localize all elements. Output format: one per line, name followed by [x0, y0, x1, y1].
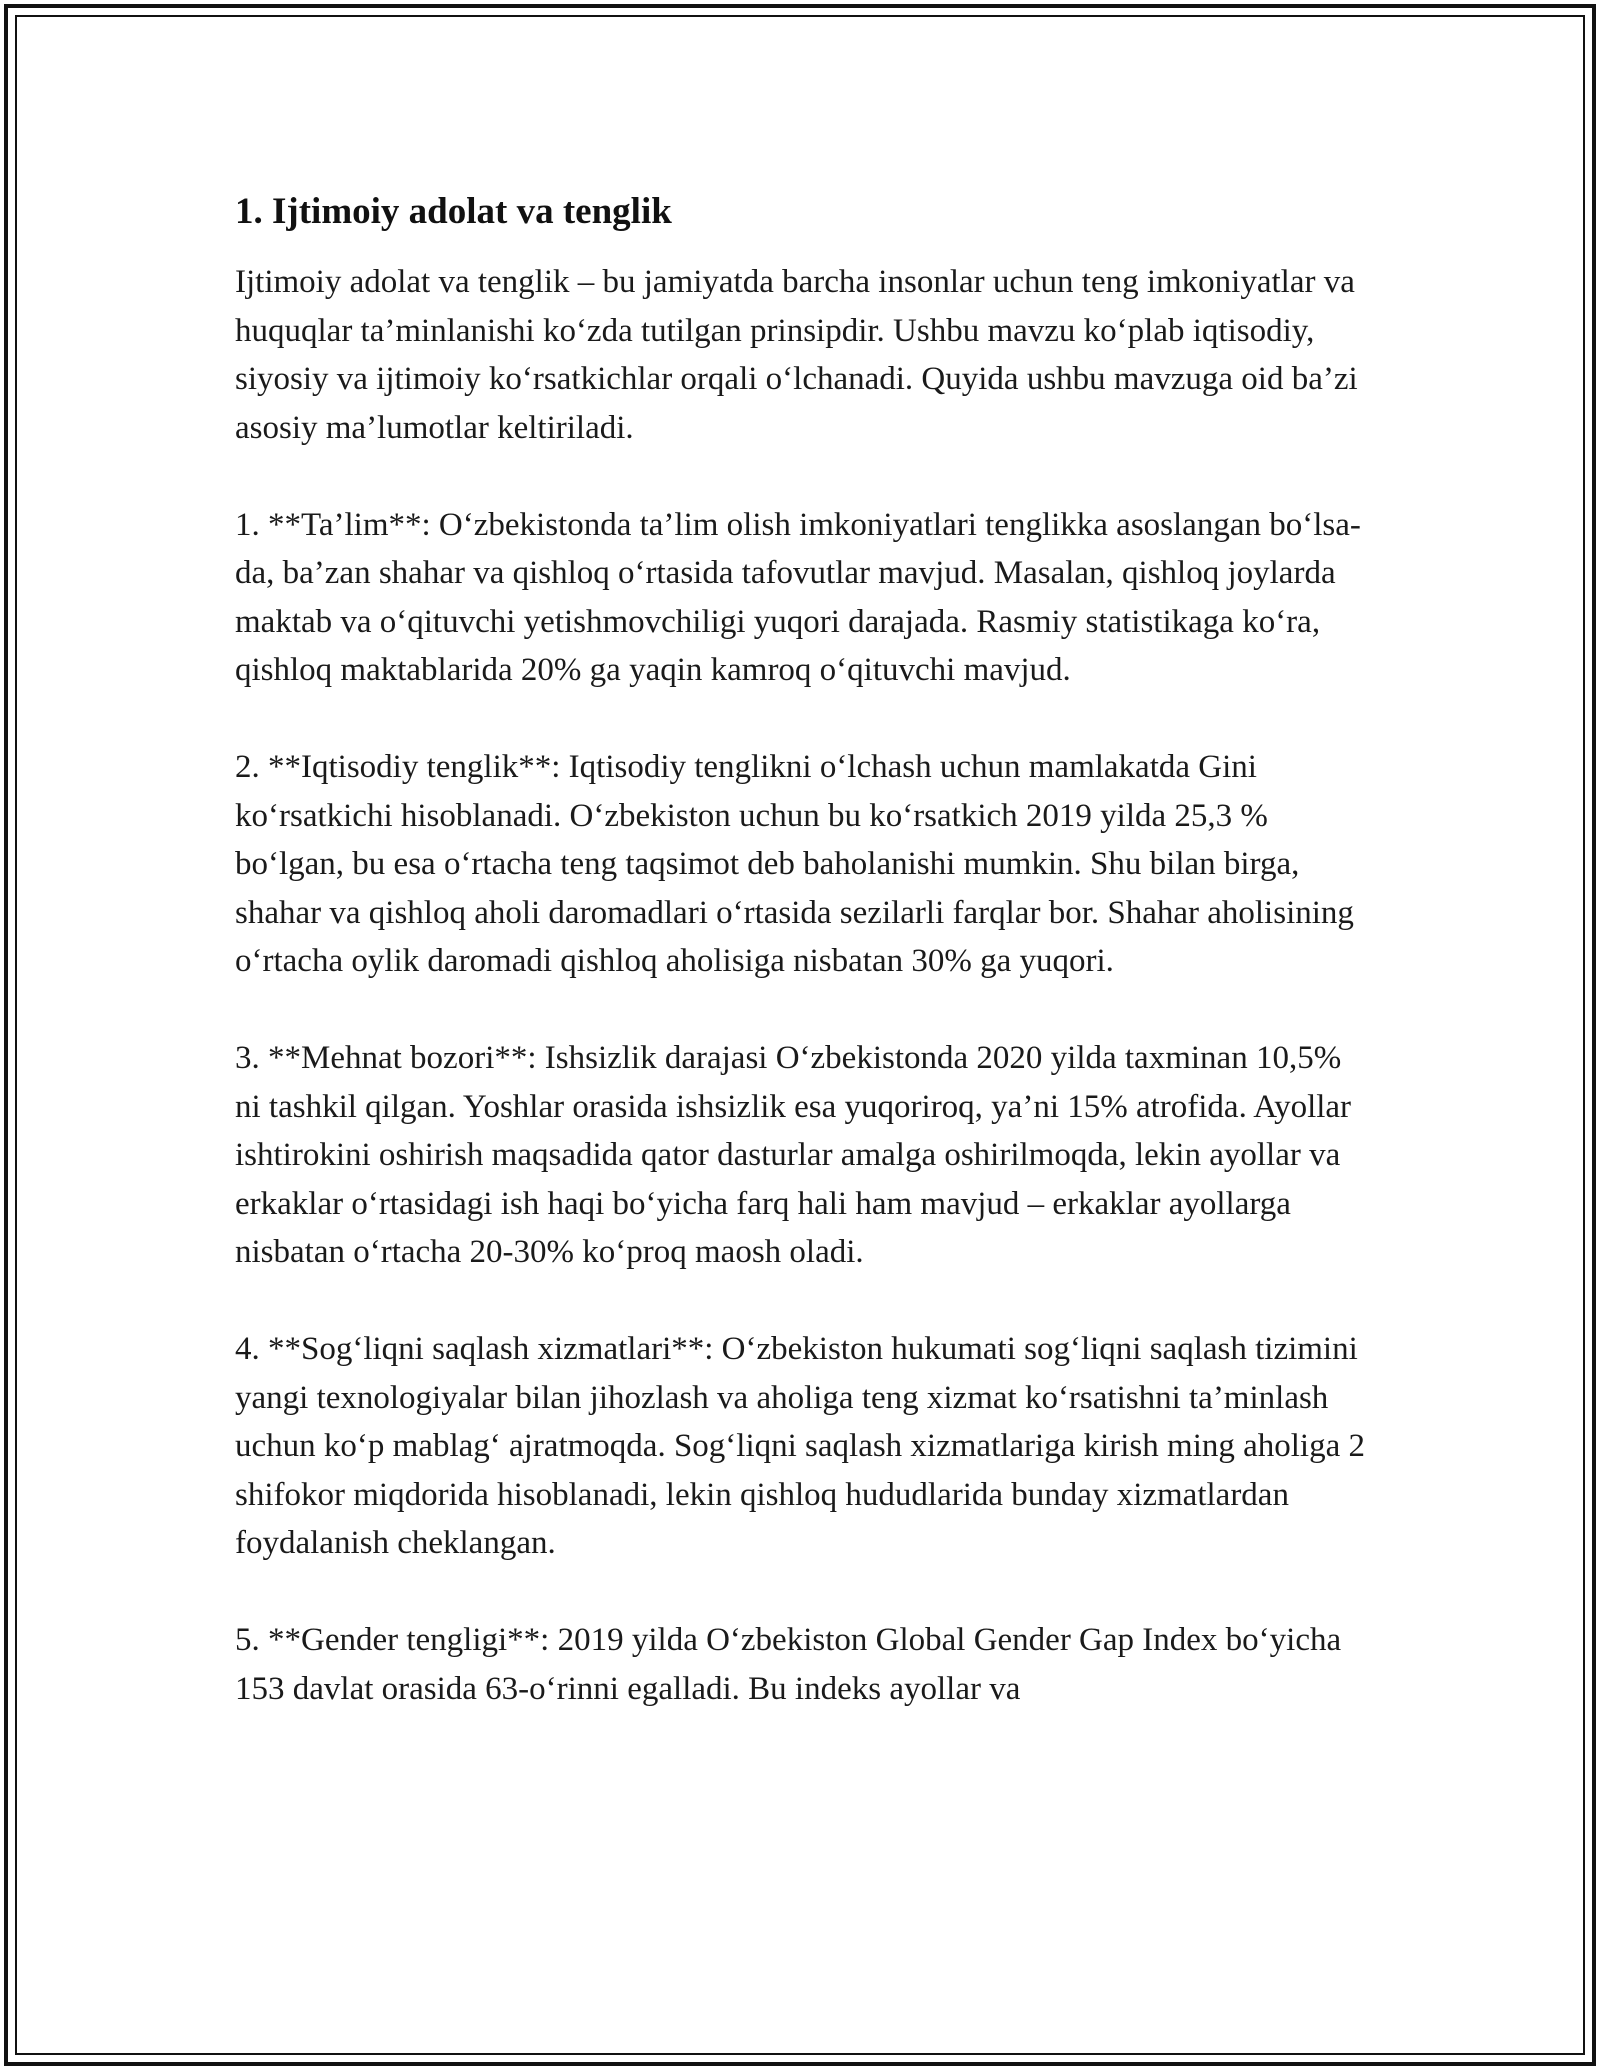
intro-paragraph: Ijtimoiy adolat va tenglik – bu jamiyatda barcha insonlar uchun teng imkoniyatlar va huquqlar ta’minlanishi ko‘zda tutilgan prinsipdir. Ushbu mavzu ko‘plab iqtisodiy, siyosiy va ijtimoiy ko‘rsatkichlar orqali o‘lchanadi. Quyida ushbu mavzuga oid ba’zi asosiy ma’lumotlar keltiriladi. [235, 264, 1358, 446]
document-body [235, 188, 1375, 1762]
labor-market-paragraph: 3. **Mehnat bozori**: Ishsizlik darajasi O‘zbekistonda 2020 yilda taxminan 10,5% ni tashkil qilgan. Yoshlar orasida ishsizlik esa yuqoriroq, ya’ni 15% atrofida. Ayollar ishtirokini oshirish maqsadida qator dasturlar amalga oshirilmoqda, lekin ayollar va erkaklar o‘rtasidagi ish haqi bo‘yicha farq hali ham mavjud – erkaklar ayollarga nisbatan o‘rtacha 20-30% ko‘proq maosh oladi. [235, 1040, 1352, 1270]
gender-equality-paragraph: 5. **Gender tengligi**: 2019 yilda O‘zbekiston Global Gender Gap Index bo‘yicha 153 davlat orasida 63-o‘rinni egalladi. Bu indeks ayollar va [235, 1622, 1342, 1707]
healthcare-paragraph: 4. **Sog‘liqni saqlash xizmatlari**: O‘zbekiston hukumati sog‘liqni saqlash tizimini yangi texnologiyalar bilan jihozlash va aholiga teng xizmat ko‘rsatishni ta’minlash uchun ko‘p mablag‘ ajratmoqda. Sog‘liqni saqlash xizmatlariga kirish ming aholiga 2 shifokor miqdorida hisoblanadi, lekin qishloq hududlarida bunday xizmatlardan foydalanish cheklangan. [235, 1331, 1365, 1561]
education-paragraph: 1. **Ta’lim**: O‘zbekistonda ta’lim olish imkoniyatlari tenglikka asoslangan bo‘lsa-da, ba’zan shahar va qishloq o‘rtasida tafovutlar mavjud. Masalan, qishloq joylarda maktab va o‘qituvchi yetishmovchiligi yuqori darajada. Rasmiy statistikaga ko‘ra, qishloq maktablarida 20% ga yaqin kamroq o‘qituvchi mavjud. [235, 506, 1361, 688]
section-heading: 1. Ijtimoiy adolat va tenglik [235, 191, 672, 232]
economic-equality-paragraph: 2. **Iqtisodiy tenglik**: Iqtisodiy tenglikni o‘lchash uchun mamlakatda Gini ko‘rsatkichi hisoblanadi. O‘zbekiston uchun bu ko‘rsatkich 2019 yilda 25,3 % bo‘lgan, bu esa o‘rtacha teng taqsimot deb baholanishi mumkin. Shu bilan birga, shahar va qishloq aholi daromadlari o‘rtasida sezilarli farqlar bor. Shahar aholisining o‘rtacha oylik daromadi qishloq aholisiga nisbatan 30% ga yuqori. [235, 749, 1354, 979]
